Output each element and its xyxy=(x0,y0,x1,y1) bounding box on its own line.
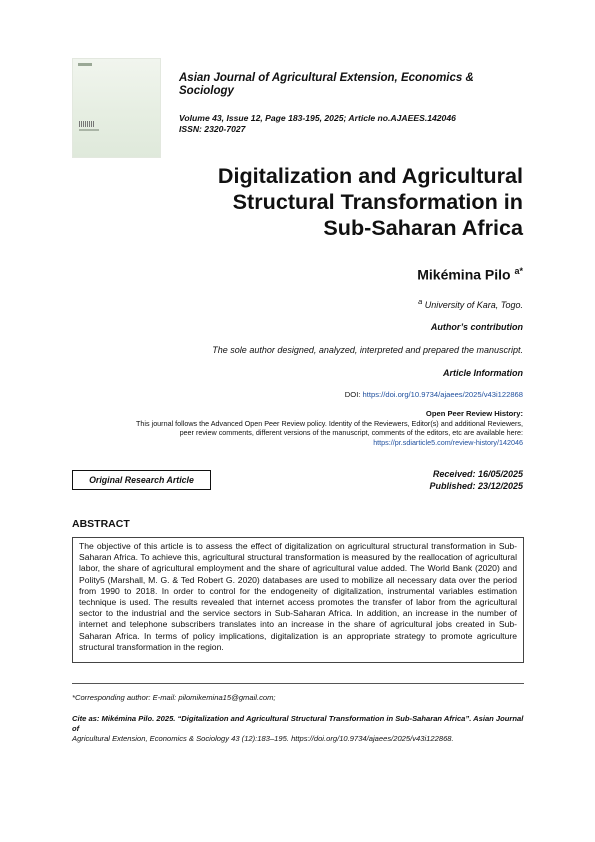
published-date: Published: 23/12/2025 xyxy=(429,481,523,491)
article-type-box: Original Research Article xyxy=(72,470,211,490)
title-line-3: Sub-Saharan Africa xyxy=(323,215,523,240)
article-info-heading: Article Information xyxy=(442,368,523,378)
title-line-1: Digitalization and Agricultural xyxy=(217,163,523,188)
affiliation-superscript: a xyxy=(418,297,423,306)
doi-label: DOI: xyxy=(344,390,361,399)
citation-label: Cite as: Mikémina Pilo. 2025. “Digitalization and Agricultural Structural Transformation in Sub-Saharan Africa”. Asian Journal of xyxy=(72,714,524,733)
journal-cover-thumbnail xyxy=(72,58,161,158)
abstract-box xyxy=(72,537,524,663)
peer-review-heading: Open Peer Review History: xyxy=(425,409,523,418)
received-date: Received: 16/05/2025 xyxy=(432,469,523,479)
citation xyxy=(72,714,524,744)
doi-line xyxy=(200,390,523,399)
peer-review-link[interactable]: https://pr.sdiarticle5.com/review-history/142046 xyxy=(373,437,523,447)
volume-line: Volume 43, Issue 12, Page 183-195, 2025; Article no.AJAEES.142046 xyxy=(179,113,456,123)
author-superscript: a* xyxy=(514,266,523,276)
peer-review-text xyxy=(60,419,523,447)
cover-text-block xyxy=(79,129,99,131)
author-name-text: Mikémina Pilo xyxy=(417,266,511,283)
contribution-heading: Author’s contribution xyxy=(430,322,523,332)
affiliation xyxy=(250,297,523,310)
footnote-divider xyxy=(72,683,524,684)
peer-review-line-2: peer review comments, different versions of the manuscript, comments of the editors, etc are available here: xyxy=(179,428,523,438)
volume-info xyxy=(179,113,524,135)
doi-link[interactable]: https://doi.org/10.9734/ajaees/2025/v43i122868 xyxy=(362,390,523,399)
affiliation-text: University of Kara, Togo. xyxy=(424,300,523,310)
abstract-heading: ABSTRACT xyxy=(72,518,130,530)
cover-barcode xyxy=(79,121,95,127)
issn: ISSN: 2320-7027 xyxy=(179,124,246,134)
article-title xyxy=(150,163,523,241)
cover-logo xyxy=(78,63,92,66)
title-line-2: Structural Transformation in xyxy=(232,189,523,214)
contribution-text: The sole author designed, analyzed, interpreted and prepared the manuscript. xyxy=(212,345,523,355)
peer-review-line-1: This journal follows the Advanced Open Peer Review policy. Identity of the Reviewers, Editor(s) and additional Reviewers, xyxy=(136,419,523,428)
author-name xyxy=(300,266,523,283)
citation-rest: Agricultural Extension, Economics & Sociology 43 (12):183–195. https://doi.org/10.9734/ajaees/2025/v43i122868. xyxy=(72,734,454,743)
corresponding-author: *Corresponding author: E-mail: pilomikemina15@gmail.com; xyxy=(72,693,276,702)
abstract-text: The objective of this article is to assess the effect of digitalization on agricultural structural transformation in Sub-Saharan Africa. To achieve this, agricultural structural transformation is measured by the reallocation of agricultural labor, the share of agricultural employment and the share of agricultural value added. The World Bank (2020) and Polity5 (Marshall, M. G. & Ted Robert G. 2020) databases are used to mobilize all necessary data over the period from 1990 to 2018. In order to control for the endogeneity of digitalization, instrumental variables estimation technique is used. The results revealed that internet access promotes the transfer of labor from the agricultural sector to the industrial and the service sectors in Sub-Saharan Africa. In addition, an increase in the number of internet and telephone subscribers translates into an increase in the share of agricultural jobs created in Sub-Saharan Africa. In terms of policy implications, digitalization is an appropriate strategy to promote agriculture structural transformation in the region. xyxy=(79,541,517,652)
article-dates xyxy=(330,468,523,492)
journal-name: Asian Journal of Agricultural Extension, Economics & Sociology xyxy=(179,72,474,97)
